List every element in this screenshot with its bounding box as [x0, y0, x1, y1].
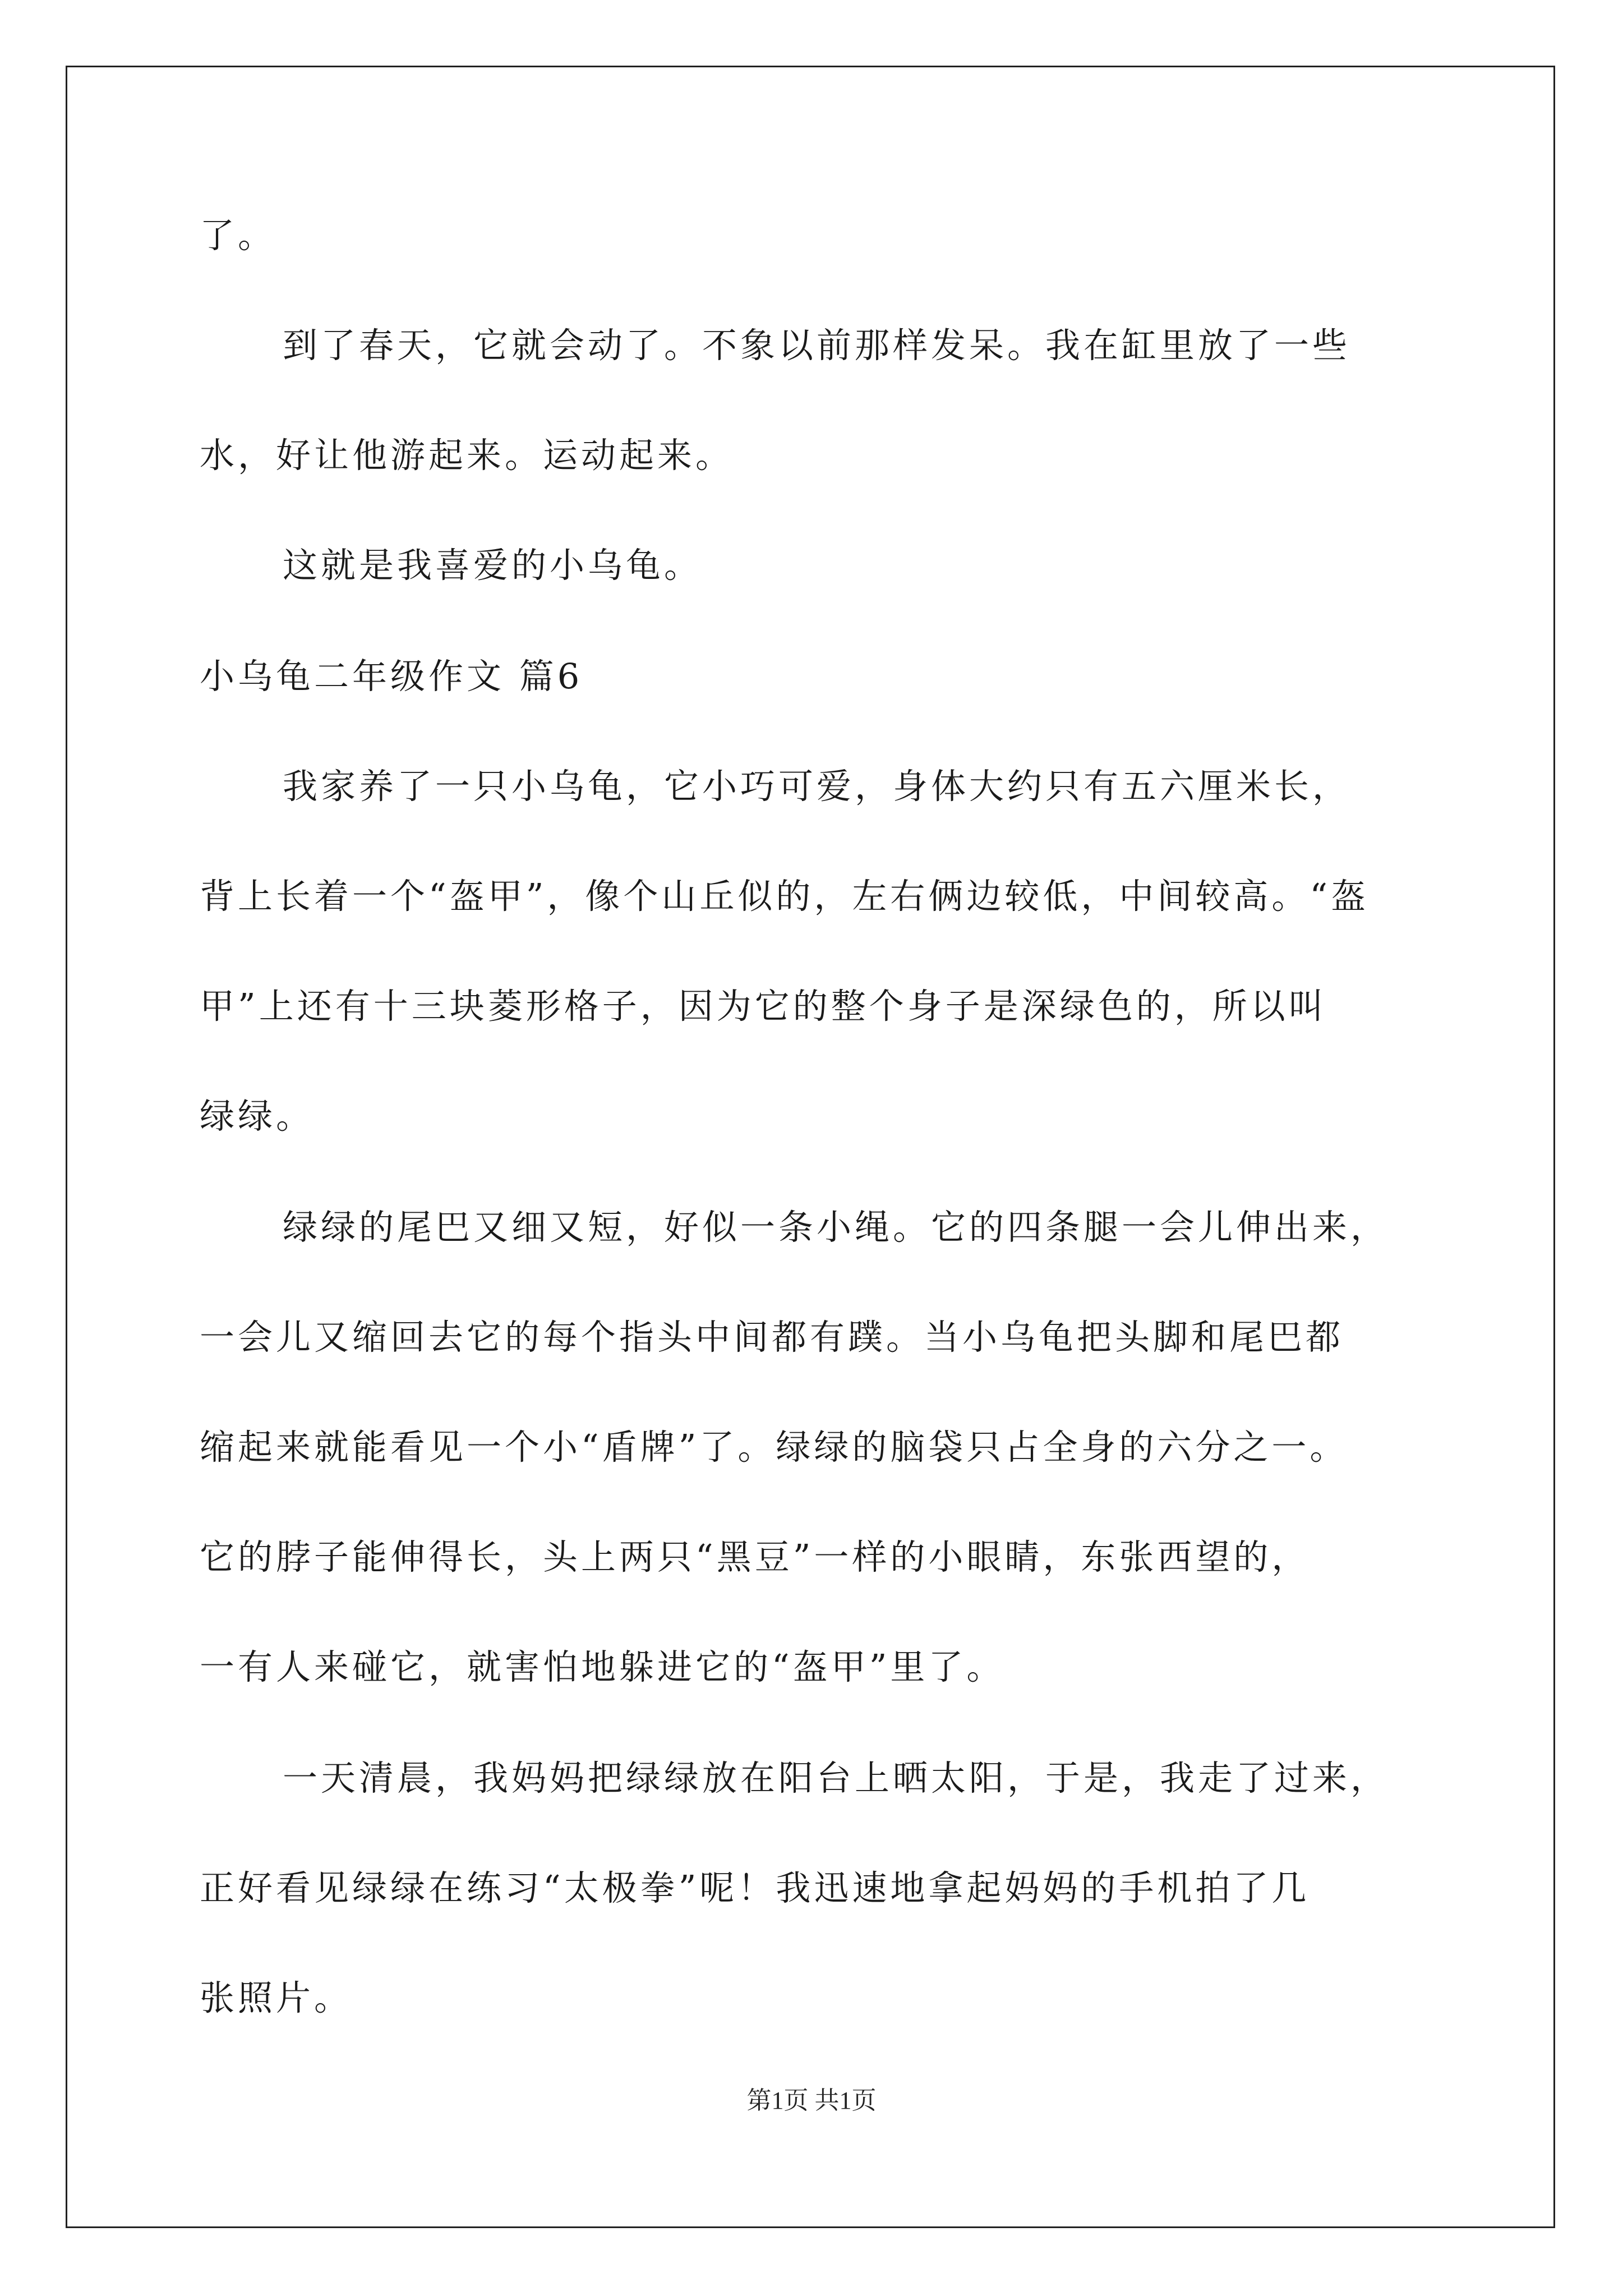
- text-line: 这就是我喜爱的小乌龟。: [283, 545, 703, 586]
- text-line: 它的脖子能伸得长，头上两只“黑豆”一样的小眼睛，东张西望的，: [200, 1536, 1310, 1577]
- text-line: 绿绿。: [200, 1096, 315, 1137]
- text-line: 缩起来就能看见一个小“盾牌”了。绿绿的脑袋只占全身的六分之一。: [200, 1427, 1348, 1467]
- text-line: 到了春天，它就会动了。不象以前那样发呆。我在缸里放了一些: [283, 325, 1351, 366]
- text-line: 我家养了一只小乌龟，它小巧可爱，身体大约只有五六厘米长，: [283, 766, 1351, 807]
- text-line: 张照片。: [200, 1977, 353, 2018]
- text-line: 甲”上还有十三块菱形格子，因为它的整个身子是深绿色的，所以叫: [200, 986, 1327, 1027]
- text-line: 水，好让他游起来。运动起来。: [200, 435, 734, 476]
- section-heading: 小乌龟二年级作文 篇6: [200, 656, 583, 697]
- text-line: 绿绿的尾巴又细又短，好似一条小绳。它的四条腿一会儿伸出来，: [283, 1207, 1389, 1248]
- page-number: 第1页 共1页: [746, 2087, 877, 2114]
- text-line: 了。: [200, 215, 276, 256]
- text-line: 背上长着一个“盔甲”，像个山丘似的，左右俩边较低，中间较高。“盔: [200, 876, 1370, 917]
- text-line: 一会儿又缩回去它的每个指头中间都有蹼。当小乌龟把头脚和尾巴都: [200, 1317, 1344, 1358]
- text-line: 一有人来碰它，就害怕地躲进它的“盔甲”里了。: [200, 1646, 1005, 1687]
- text-line: 一天清晨，我妈妈把绿绿放在阳台上晒太阳，于是，我走了过来，: [283, 1757, 1389, 1798]
- text-line: 正好看见绿绿在练习“太极拳”呢！我迅速地拿起妈妈的手机拍了几: [200, 1867, 1310, 1908]
